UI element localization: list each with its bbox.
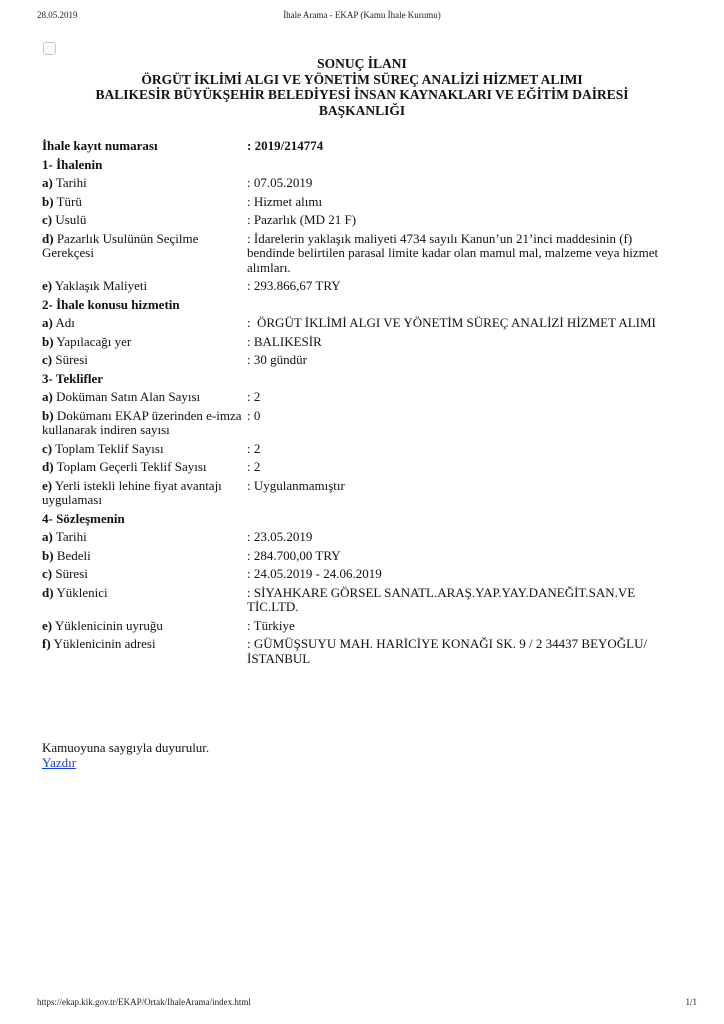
title-line-1: SONUÇ İLANI xyxy=(317,56,407,71)
print-link[interactable]: Yazdır xyxy=(42,755,77,770)
item-label: Yüklenicinin uyruğu xyxy=(52,617,163,633)
item-label: Yaklaşık Maliyeti xyxy=(52,278,148,293)
item-label: Usulü xyxy=(52,212,87,227)
table-row xyxy=(42,174,677,193)
title-line-4: BAŞKANLIĞI xyxy=(318,102,406,118)
contractor-nationality-value: : Türkiye xyxy=(247,617,295,633)
tender-procedure-value: : Pazarlık (MD 21 F) xyxy=(247,212,357,227)
table-row xyxy=(42,477,677,510)
section-4-header: 4- Sözleşmenin xyxy=(42,510,125,526)
item-key: e) xyxy=(42,278,53,293)
table-row xyxy=(42,211,677,230)
item-label: Pazarlık Usulünün Seçilme Gerekçesi xyxy=(42,230,199,260)
contractor-value: : SİYAHKARE GÖRSEL SANATL.ARAŞ.YAP.YAY.DANEĞİT.SAN.VE TİC.LTD. xyxy=(247,584,636,614)
section-1-header-row xyxy=(42,156,677,175)
registration-row xyxy=(42,137,677,156)
item-label: Tarihi xyxy=(52,529,87,544)
item-label: Doküman Satın Alan Sayısı xyxy=(52,389,201,404)
service-location-value: : BALIKESİR xyxy=(247,333,322,349)
table-row xyxy=(42,547,677,566)
item-key: e) xyxy=(42,477,53,493)
title-line-2: ÖRGÜT İKLİMİ ALGI VE YÖNETİM SÜREÇ ANALİZİ HİZMET ALIMI xyxy=(141,71,583,87)
table-row xyxy=(42,440,677,459)
table-row xyxy=(42,314,677,333)
section-3-header: 3- Teklifler xyxy=(42,370,104,386)
item-label: Tarihi xyxy=(52,175,87,190)
table-row xyxy=(42,458,677,477)
item-key: a) xyxy=(42,315,53,330)
table-row xyxy=(42,407,677,440)
section-3-header-row xyxy=(42,370,677,389)
table-row xyxy=(42,277,677,296)
table-row xyxy=(42,388,677,407)
item-key: c) xyxy=(42,352,53,367)
contract-duration-value: : 24.05.2019 - 24.06.2019 xyxy=(247,566,382,581)
table-row xyxy=(42,565,677,584)
section-2-header-row xyxy=(42,296,677,315)
procedure-reason-value: : İdarelerin yaklaşık maliyeti 4734 sayılı Kanun’un 21’inci maddesinin (f) bendinde belirtilen parasal limite kadar olan mamul mal, malzeme veya hizmet alımları. xyxy=(247,230,659,275)
item-key: c) xyxy=(42,440,53,456)
item-key: b) xyxy=(42,193,54,209)
document-buyers-value: : 2 xyxy=(247,389,261,404)
item-key: e) xyxy=(42,617,53,633)
item-label: Türü xyxy=(53,193,82,209)
announcement-title xyxy=(0,56,724,118)
valid-bids-value: : 2 xyxy=(247,459,261,474)
browser-page-title: İhale Arama - EKAP (Kamu İhale Kurumu) xyxy=(283,10,441,20)
item-label: Toplam Geçerli Teklif Sayısı xyxy=(53,459,207,474)
contract-price-value: : 284.700,00 TRY xyxy=(247,547,341,563)
item-key: a) xyxy=(42,175,53,190)
domestic-advantage-value: : Uygulanmamıştır xyxy=(247,477,345,493)
item-label: Yapılacağı yer xyxy=(53,333,132,349)
item-label: Yüklenicinin adresi xyxy=(50,636,156,651)
item-key: a) xyxy=(42,389,53,404)
estimated-cost-value: : 293.866,67 TRY xyxy=(247,278,341,293)
tender-details-table xyxy=(42,137,677,668)
contract-date-value: : 23.05.2019 xyxy=(247,529,313,544)
tender-date-value: : 07.05.2019 xyxy=(247,175,313,190)
item-key: c) xyxy=(42,212,53,227)
tender-type-value: : Hizmet alımı xyxy=(247,193,323,209)
table-row xyxy=(42,193,677,212)
item-label: Toplam Teklif Sayısı xyxy=(52,440,164,456)
section-1-header: 1- İhalenin xyxy=(42,156,103,172)
service-name-value: ÖRGÜT İKLİMİ ALGI VE YÖNETİM SÜREÇ ANALİZİ HİZMET ALIMI xyxy=(257,315,656,330)
closing-block xyxy=(42,740,209,770)
table-row xyxy=(42,230,677,278)
title-line-3: BALIKESİR BÜYÜKŞEHİR BELEDİYESİ İNSAN KAYNAKLARI VE EĞİTİM DAİRESİ xyxy=(95,87,629,102)
page-count: 1/1 xyxy=(685,997,697,1007)
item-key: b) xyxy=(42,333,54,349)
table-row xyxy=(42,635,677,668)
item-label: Adı xyxy=(52,315,75,330)
table-row xyxy=(42,617,677,636)
page-url: https://ekap.kik.gov.tr/EKAP/Ortak/IhaleArama/index.html xyxy=(37,997,251,1007)
select-checkbox[interactable] xyxy=(43,42,56,55)
table-row xyxy=(42,351,677,370)
item-label: Bedeli xyxy=(53,547,91,563)
item-label: Yerli istekli lehine fiyat avantajı uygulaması xyxy=(42,477,222,507)
item-key: d) xyxy=(42,584,54,600)
item-label: Süresi xyxy=(52,566,88,581)
registration-label: İhale kayıt numarası xyxy=(42,138,158,153)
item-key: a) xyxy=(42,529,53,544)
total-bids-value: : 2 xyxy=(247,440,261,456)
table-row xyxy=(42,333,677,352)
ekap-downloads-value: : 0 xyxy=(247,407,261,423)
item-key: b) xyxy=(42,407,54,423)
service-duration-value: : 30 gündür xyxy=(247,352,307,367)
print-date: 28.05.2019 xyxy=(37,10,78,20)
table-row xyxy=(42,528,677,547)
colon: : xyxy=(247,315,251,330)
item-key: c) xyxy=(42,566,53,581)
item-key: f) xyxy=(42,636,51,651)
item-key: d) xyxy=(42,230,54,246)
item-label: Dokümanı EKAP üzerinden e-imza kullanarak indiren sayısı xyxy=(42,407,242,437)
closing-text: Kamuoyuna saygıyla duyurulur. xyxy=(42,740,210,755)
contractor-address-value: : GÜMÜŞSUYU MAH. HARİCİYE KONAĞI SK. 9 / 2 34437 BEYOĞLU/İSTANBUL xyxy=(247,636,648,666)
item-key: b) xyxy=(42,547,54,563)
section-4-header-row xyxy=(42,510,677,529)
registration-value: : 2019/214774 xyxy=(247,138,324,153)
item-label: Süresi xyxy=(52,352,88,367)
table-row xyxy=(42,584,677,617)
item-key: d) xyxy=(42,459,54,474)
section-2-header: 2- İhale konusu hizmetin xyxy=(42,296,180,312)
item-label: Yüklenici xyxy=(53,584,108,600)
